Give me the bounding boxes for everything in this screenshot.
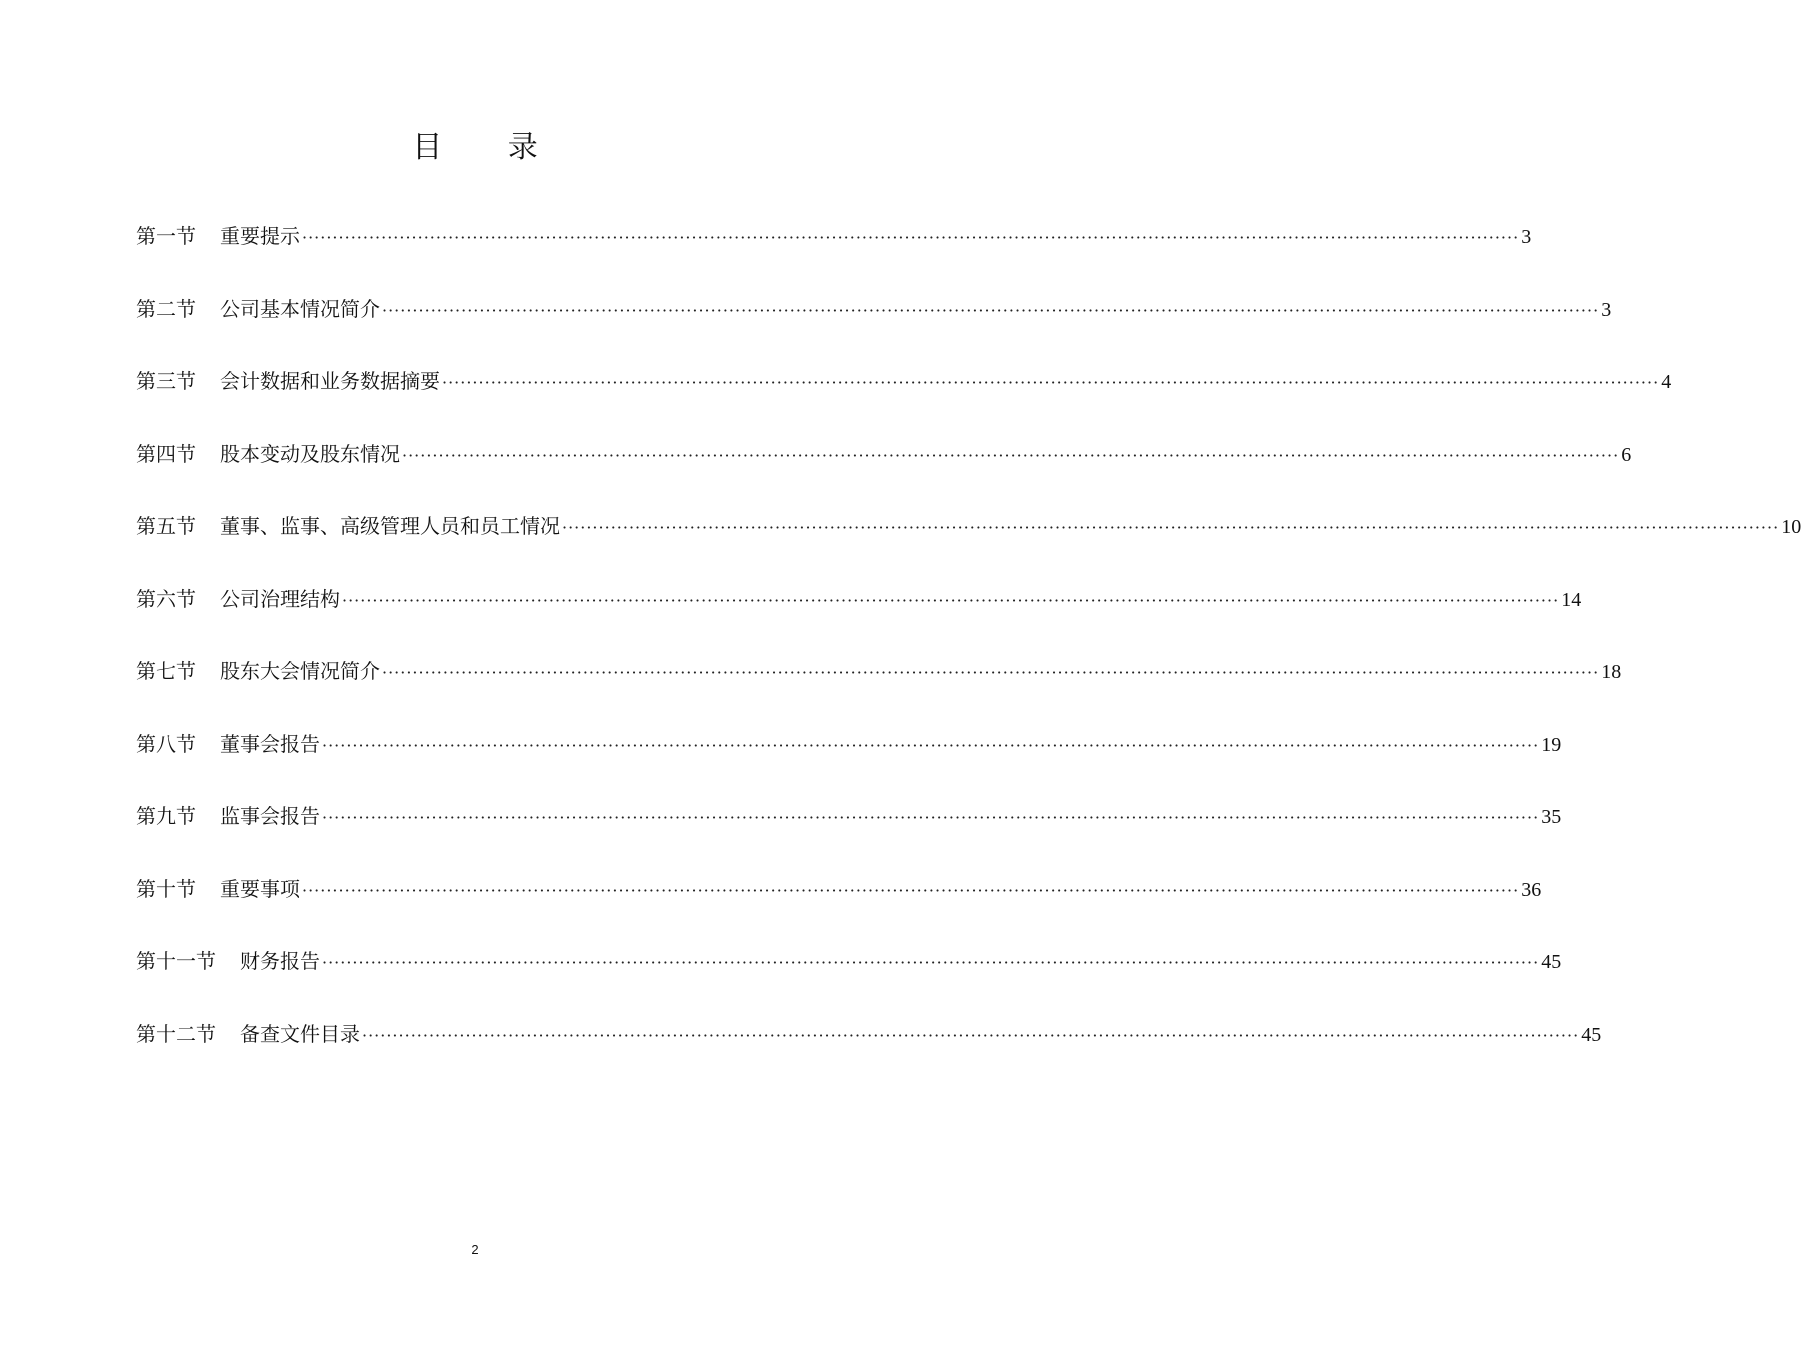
toc-dot-leader: ········································································································································································································ xyxy=(302,880,1520,900)
toc-page-number: 19 xyxy=(1541,733,1562,756)
toc-entry-title: 监事会报告 xyxy=(220,804,320,828)
toc-entry-title: 公司基本情况简介 xyxy=(220,296,380,321)
toc-entry-title: 董事、监事、高级管理人员和员工情况 xyxy=(220,514,560,538)
toc-page-number: 10 xyxy=(1781,516,1801,538)
toc-dot-leader: ········································································································································································································ xyxy=(322,808,1540,827)
toc-page-number: 4 xyxy=(1661,371,1672,393)
toc-dot-leader: ········································································································································································································ xyxy=(322,953,1540,972)
toc-entry-title: 会计数据和业务数据摘要 xyxy=(220,369,440,393)
table-of-contents xyxy=(136,218,1801,1088)
toc-entry-10[interactable] xyxy=(136,871,1542,944)
toc-entry-2[interactable] xyxy=(136,291,1612,364)
toc-entry-title: 重要提示 xyxy=(220,224,300,248)
toc-page-number: 18 xyxy=(1601,661,1622,683)
toc-page-number: 3 xyxy=(1521,226,1532,248)
toc-entry-3[interactable] xyxy=(136,363,1672,436)
toc-section-label: 第十二节 xyxy=(136,1021,216,1046)
toc-section-label: 第十一节 xyxy=(136,949,216,973)
toc-section-label: 第十节 xyxy=(136,876,196,901)
toc-entry-5[interactable] xyxy=(136,508,1801,581)
toc-page-number: 14 xyxy=(1561,588,1582,611)
toc-entry-title: 财务报告 xyxy=(240,949,320,973)
toc-section-label: 第六节 xyxy=(136,586,196,611)
toc-dot-leader: ········································································································································································································ xyxy=(382,300,1600,320)
toc-section-label: 第八节 xyxy=(136,731,196,756)
toc-dot-leader: ········································································································································································································ xyxy=(562,518,1780,537)
toc-dot-leader: ········································································································································································································ xyxy=(302,228,1520,247)
toc-dot-leader: ········································································································································································································ xyxy=(382,663,1600,682)
toc-page-number: 45 xyxy=(1581,1023,1602,1046)
toc-dot-leader: ········································································································································································································ xyxy=(342,590,1560,610)
toc-page-number: 3 xyxy=(1601,298,1612,321)
toc-section-label: 第三节 xyxy=(136,369,196,393)
toc-entry-8[interactable] xyxy=(136,726,1562,799)
toc-dot-leader: ········································································································································································································ xyxy=(402,445,1620,465)
toc-entry-title: 重要事项 xyxy=(220,876,300,901)
toc-entry-title: 公司治理结构 xyxy=(220,586,340,611)
toc-dot-leader: ········································································································································································································ xyxy=(362,1025,1580,1045)
toc-entry-12[interactable] xyxy=(136,1016,1602,1089)
toc-entry-7[interactable] xyxy=(136,653,1622,726)
toc-section-label: 第二节 xyxy=(136,296,196,321)
page-title xyxy=(0,128,950,168)
toc-entry-title: 董事会报告 xyxy=(220,731,320,756)
toc-page-number: 36 xyxy=(1521,878,1542,901)
toc-entry-1[interactable] xyxy=(136,218,1532,291)
toc-section-label: 第五节 xyxy=(136,514,196,538)
toc-page-number: 45 xyxy=(1541,951,1562,973)
page-number: 2 xyxy=(471,1242,479,1257)
toc-page-number: 6 xyxy=(1621,443,1632,466)
toc-page-number: 35 xyxy=(1541,806,1562,828)
page-title-char-1: 目 xyxy=(412,130,443,165)
toc-entry-4[interactable] xyxy=(136,436,1632,509)
toc-entry-title: 股本变动及股东情况 xyxy=(220,441,400,466)
toc-dot-leader: ········································································································································································································ xyxy=(442,373,1660,392)
toc-entry-title: 备查文件目录 xyxy=(240,1021,360,1046)
page-title-char-2: 录 xyxy=(507,130,538,165)
toc-section-label: 第九节 xyxy=(136,804,196,828)
toc-entry-9[interactable] xyxy=(136,798,1562,871)
toc-entry-6[interactable] xyxy=(136,581,1582,654)
toc-entry-title: 股东大会情况简介 xyxy=(220,659,380,683)
toc-dot-leader: ········································································································································································································ xyxy=(322,735,1540,755)
toc-entry-11[interactable] xyxy=(136,943,1562,1016)
toc-section-label: 第四节 xyxy=(136,441,196,466)
toc-section-label: 第七节 xyxy=(136,659,196,683)
toc-section-label: 第一节 xyxy=(136,224,196,248)
